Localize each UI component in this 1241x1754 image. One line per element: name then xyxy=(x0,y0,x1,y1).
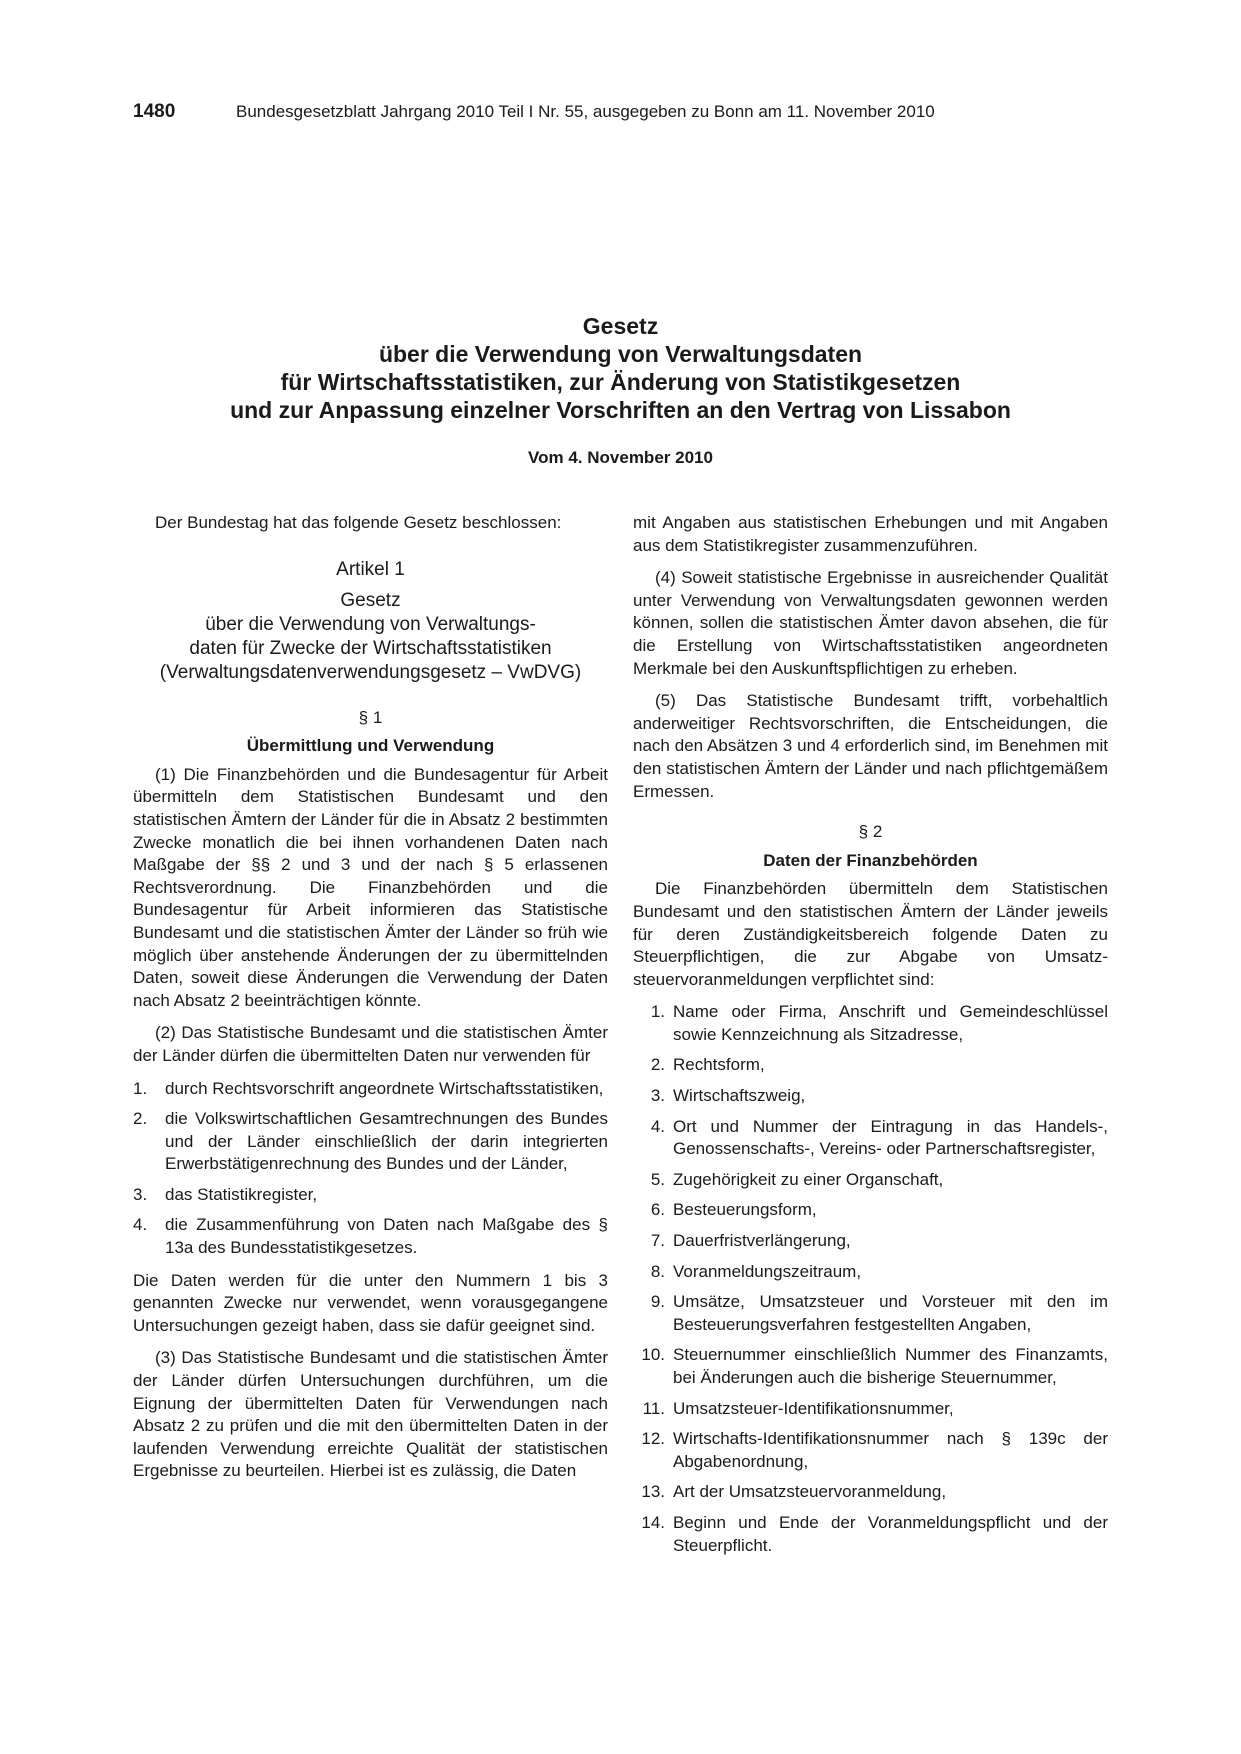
list-item: 4. die Zusammenführung von Daten nach Maßgabe des § 13a des Bundesstatistikgesetzes. xyxy=(133,1215,608,1258)
list-item-number: 2. xyxy=(650,1055,665,1075)
list-item-text: Rechtsform, xyxy=(673,1055,765,1075)
list-item-text: Ort und Nummer der Eintragung in das Handels-, Genossenschafts-, Vereins- oder Partnerschaftsregister, xyxy=(673,1116,1108,1159)
list-item xyxy=(633,1116,1108,1161)
list-item-text: Beginn und Ende der Voranmeldungspflicht und der Steuerpflicht. xyxy=(673,1512,1108,1555)
list-item-number: 10. xyxy=(641,1345,665,1365)
list-item-number: 11. xyxy=(642,1398,665,1418)
title-line: und zur Anpassung einzelner Vorschriften an den Vertrag von Lissabon xyxy=(230,397,1011,423)
article-title-line: über die Verwendung von Verwaltungs- xyxy=(205,613,536,635)
list-item-text: Zugehörigkeit zu einer Organschaft, xyxy=(673,1169,944,1189)
law-date: Vom 4. November 2010 xyxy=(528,448,713,467)
article-title-line: (Verwaltungsdatenverwendungsgesetz – VwDVG) xyxy=(159,661,582,683)
law-title xyxy=(133,312,1108,424)
list-item xyxy=(633,1001,1108,1046)
list-item-number: 1. xyxy=(650,1002,665,1022)
paragraph-3-continuation: mit Angaben aus statistischen Erhebungen und mit Angaben aus dem Statistikregister zusammenzuführen. xyxy=(633,513,1108,555)
list-item xyxy=(633,1054,1108,1077)
list-item-text: Dauerfristverlängerung, xyxy=(673,1231,851,1251)
right-column xyxy=(633,512,1108,1567)
list-item-number: 6. xyxy=(650,1200,665,1220)
list-item-number: 3. xyxy=(650,1086,665,1106)
list-item xyxy=(633,1169,1108,1192)
list-item-number: 14. xyxy=(641,1512,665,1532)
section-title: Daten der Finanzbehörden xyxy=(763,850,978,870)
list-item xyxy=(633,1291,1108,1336)
running-header xyxy=(133,100,1108,124)
title-line: Gesetz xyxy=(582,313,659,339)
list-item xyxy=(633,1261,1108,1284)
article-title xyxy=(133,589,608,685)
section-title: Übermittlung und Verwendung xyxy=(246,736,495,756)
purpose-list xyxy=(133,1078,608,1260)
list-item-text: Umsatzsteuer-Identifikationsnummer, xyxy=(673,1398,954,1418)
list-item-text: Name oder Firma, Anschrift und Gemeindeschlüssel sowie Kennzeichnung als Sitzadresse, xyxy=(673,1002,1108,1044)
list-item xyxy=(633,1085,1108,1108)
list-item xyxy=(633,1230,1108,1253)
list-item xyxy=(633,1344,1108,1389)
list-item-text: Wirtschaftszweig, xyxy=(673,1086,806,1106)
list-item-text: Besteuerungsform, xyxy=(673,1200,817,1220)
list-item-text: Umsätze, Umsatzsteuer und Vorsteuer mit den im Besteuerungsverfahren festgestellten Angaben, xyxy=(673,1292,1108,1334)
list-item-number: 8. xyxy=(650,1261,665,1281)
list-item-number: 5. xyxy=(650,1169,665,1189)
paragraph-4: (4) Soweit statistische Ergebnisse in ausreichender Qualität unter Verwendung von Verwaltungsdaten gewonnen werden können, sollen die statistischen Ämter davon absehen, die für die Erstellung von Wirtschaftsstatistiken angeordneten Merkmale bei den Auskunftspflichtigen zu erheben. xyxy=(633,568,1108,678)
paragraph-2: (2) Das Statistische Bundesamt und die statistischen Ämter der Länder dürfen die übermittelten Daten nur verwenden für xyxy=(133,1023,608,1065)
list-item-number: 7. xyxy=(650,1231,665,1251)
list-item: 3. das Statistikregister, xyxy=(133,1184,318,1204)
list-item: 2. die Volkswirtschaftlichen Gesamtrechnungen des Bundes und der Länder einschließlich der darin integrierten Erwerbstätigenrechnung des Bundes und der Länder, xyxy=(133,1109,608,1174)
running-title: Bundesgesetzblatt Jahrgang 2010 Teil I Nr. 55, ausgegeben zu Bonn am 11. November 2010 xyxy=(236,102,935,121)
list-item-text: Steuernummer einschließlich Nummer des Finanzamts, bei Änderungen auch die bisherige Steuernummer, xyxy=(673,1345,1108,1387)
article-title-line: daten für Zwecke der Wirtschaftsstatistiken xyxy=(189,637,552,659)
article-label: Artikel 1 xyxy=(336,558,405,580)
section-number: § 2 xyxy=(858,822,883,842)
list-item-number: 9. xyxy=(650,1292,665,1312)
page-number: 1480 xyxy=(133,101,176,122)
list-item-text: Wirtschafts-Identifikationsnummer nach § 139c der Abgabenordnung, xyxy=(673,1429,1108,1471)
paragraph-2-continuation: Die Daten werden für die unter den Nummern 1 bis 3 genannten Zwecke nur verwendet, wenn vorausgegangene Untersuchungen gezeigt haben, dass sie dafür geeignet sind. xyxy=(133,1270,608,1335)
list-item: 1. durch Rechtsvorschrift angeordnete Wirtschaftsstatistiken, xyxy=(133,1078,604,1098)
list-item-number: 4. xyxy=(650,1116,665,1136)
list-item-number: 13. xyxy=(641,1482,665,1502)
paragraph-1: (1) Die Finanzbehörden und die Bundesagentur für Arbeit übermitteln dem Statistischen Bundesamt und den statistischen Ämtern der Länder für die in Absatz 2 bestimmten Zwecke monatlich die bei ihnen vorhandenen Daten nach Maßgabe der §§ 2 und 3 und der nach § 5 erlassenen Rechtsverordnung. Die Finanzbehörden und die Bundesagentur für Arbeit informieren das Statistische Bundesamt und die statistischen Ämter der Länder so früh wie möglich über anstehende Änderungen der zu übermittelnden Daten, soweit diese Änderungen die Verwendung der Daten nach Absatz 2 beeinträchtigen könnte. xyxy=(133,764,608,1010)
list-item-number: 12. xyxy=(641,1429,665,1449)
enactment-clause: Der Bundestag hat das folgende Gesetz beschlossen: xyxy=(155,513,562,532)
section-2-intro: Die Finanzbehörden übermitteln dem Statistischen Bundesamt und den statistischen Ämtern der Länder jeweils für deren Zuständigkeitsbereich folgende Daten zu Steuerpflichtigen, die zur Abgabe von Umsatzsteuervoranmeldungen verpflichtet sind: xyxy=(633,879,1108,989)
list-item xyxy=(633,1512,1108,1557)
left-column xyxy=(133,512,608,1493)
list-item xyxy=(633,1398,1108,1421)
paragraph-5: (5) Das Statistische Bundesamt trifft, vorbehaltlich anderweitiger Rechtsvorschriften, die Entscheidungen, die nach den Absätzen 3 und 4 erforderlich sind, im Benehmen mit den statistischen Ämtern der Länder und nach pflichtgemäßem Ermessen. xyxy=(633,691,1108,801)
data-items-list xyxy=(633,1001,1108,1557)
paragraph-3: (3) Das Statistische Bundesamt und die statistischen Ämter der Länder dürfen Untersuchungen durchführen, um die Eignung der übermittelten Daten für Verwendungen nach Absatz 2 zu prüfen und die mit den übermittelten Daten in der laufenden Verwendung erreichte Qualität der statistischen Ergebnisse zu beurteilen. Hierbei ist es zulässig, die Daten xyxy=(133,1348,608,1481)
list-item xyxy=(633,1481,1108,1504)
title-line: über die Verwendung von Verwaltungsdaten xyxy=(378,341,863,367)
section-number: § 1 xyxy=(358,707,383,727)
article-title-line: Gesetz xyxy=(340,589,401,611)
list-item-text: Voranmeldungszeitraum, xyxy=(673,1261,862,1281)
list-item xyxy=(633,1199,1108,1222)
list-item xyxy=(633,1428,1108,1473)
title-line: für Wirtschaftsstatistiken, zur Änderung von Statistikgesetzen xyxy=(280,369,961,395)
list-item-text: Art der Umsatzsteuervoranmeldung, xyxy=(673,1482,947,1502)
